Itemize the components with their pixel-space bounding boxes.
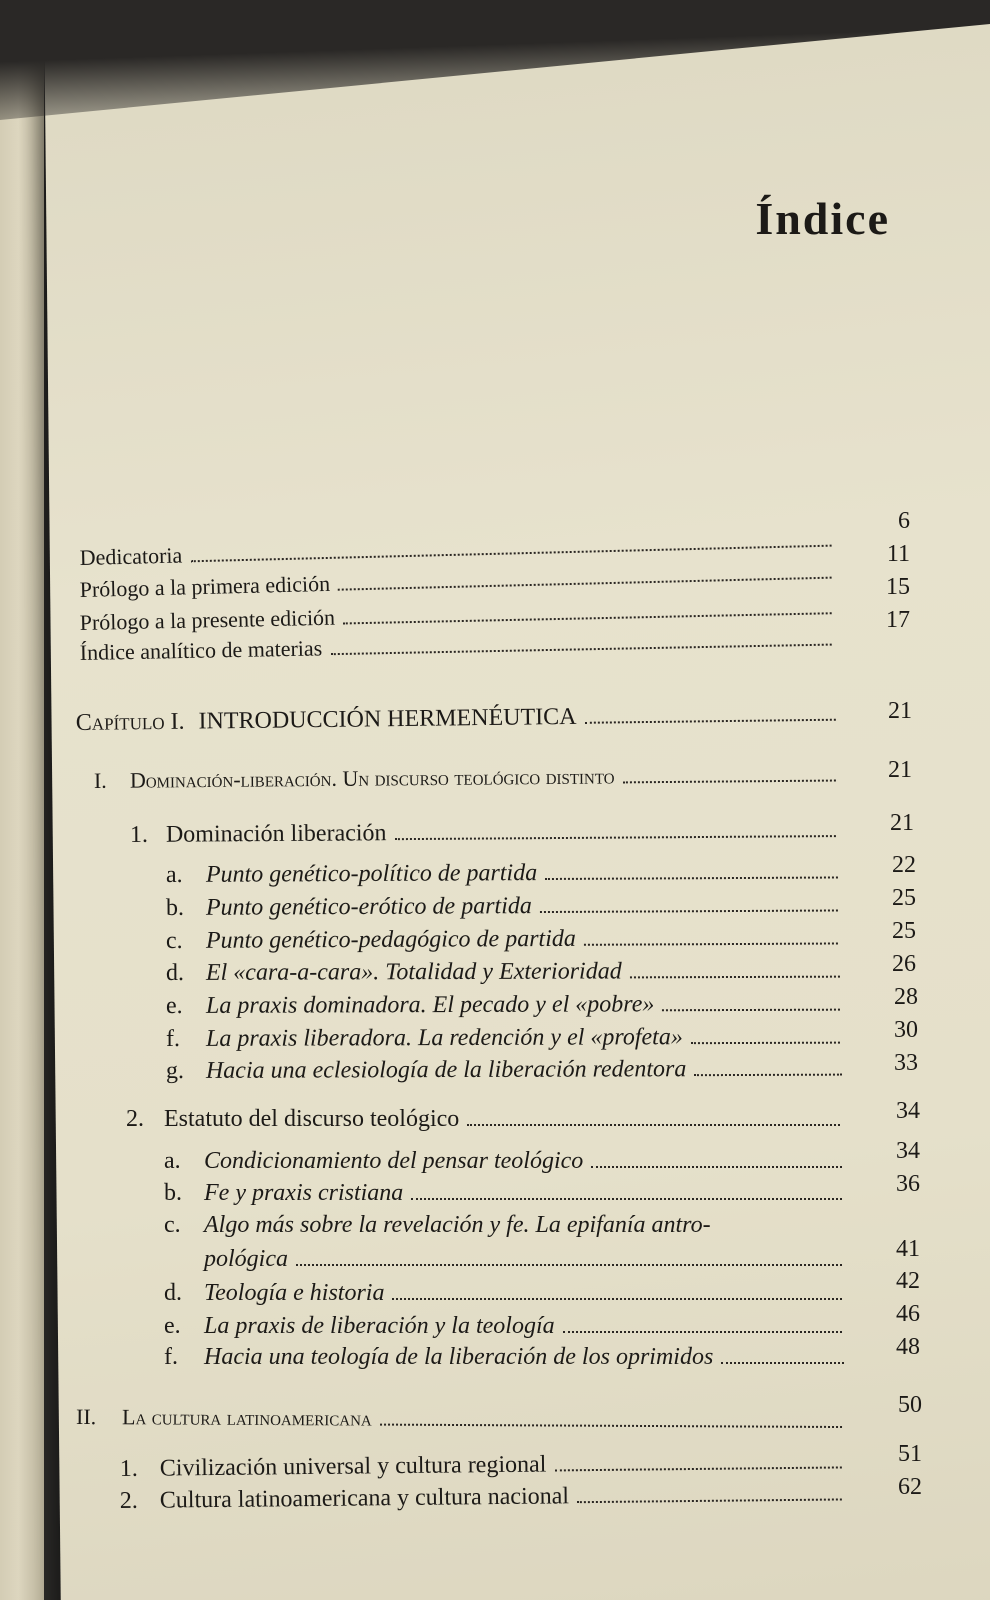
toc-item-continuation: pológica [204, 1246, 850, 1273]
toc-page-number: 11 [886, 541, 910, 567]
page-title: Índice [755, 193, 890, 244]
toc-item-entry: e. La praxis dominadora. El pecado y el «pobre» [166, 991, 848, 1020]
toc-page-number: 42 [896, 1268, 920, 1294]
toc-subsection-entry: 1. Dominación liberación [130, 817, 844, 849]
toc-page-number: 48 [896, 1334, 920, 1360]
toc-page-number: 25 [892, 885, 916, 911]
toc-entry-indice-analitico: Índice analítico de materias [80, 625, 840, 666]
toc-page-number: 22 [892, 852, 916, 878]
toc-page-number: 51 [898, 1441, 922, 1467]
toc-subsection-entry: 2. Estatuto del discurso teológico [126, 1106, 848, 1133]
toc-page-number: 26 [892, 951, 916, 977]
toc-entry-prologo-presente: Prólogo a la presente edición [79, 594, 839, 636]
toc-item-entry: f. La praxis liberadora. La redención y el «profeta» [166, 1024, 848, 1053]
toc-page-number: 21 [890, 810, 914, 836]
toc-item-entry: a. Condicionamiento del pensar teológico [164, 1148, 850, 1175]
toc-page-number: 21 [888, 757, 912, 783]
toc-item-entry: c. Punto genético-pedagógico de partida [166, 924, 846, 955]
toc-item-entry: g. Hacia una eclesiología de la liberación redentora [166, 1056, 850, 1085]
toc-item-entry: b. Punto genético-erótico de partida [166, 891, 846, 922]
toc-page-number: 41 [896, 1236, 920, 1262]
toc-page-number: 28 [894, 984, 918, 1010]
toc-page-number: 62 [898, 1474, 922, 1500]
toc-page-number: 30 [894, 1017, 918, 1043]
toc-entry-prologo-primera: Prólogo a la primera edición [79, 558, 839, 603]
toc-page-number: 46 [896, 1301, 920, 1327]
toc-page-number: 17 [886, 607, 910, 633]
toc-page-number: 21 [888, 698, 912, 724]
toc-item-entry: d. El «cara-a-cara». Totalidad y Exterioridad [166, 958, 848, 987]
toc-entry-dedicatoria: Dedicatoria [79, 526, 839, 571]
toc-page-number: 6 [898, 508, 910, 534]
toc-subsection-entry: 1. Civilización universal y cultura regional [120, 1448, 850, 1483]
toc-item-entry: e. La praxis de liberación y la teología [164, 1313, 850, 1340]
toc-page-number: 15 [886, 574, 910, 600]
toc-page-number: 36 [896, 1171, 920, 1197]
toc-page-number: 33 [894, 1050, 918, 1076]
toc-item-entry: b. Fe y praxis cristiana [164, 1180, 850, 1207]
toc-section-entry: I. Dominación-liberación. Un discurso teológico distinto [94, 761, 844, 794]
toc-page-number: 50 [898, 1392, 922, 1418]
toc-section-entry: II. La cultura latinoamericana [76, 1404, 850, 1434]
toc-item-entry: d. Teología e historia [164, 1280, 850, 1307]
toc-page-number: 25 [892, 918, 916, 944]
toc-subsection-entry: 2. Cultura latinoamericana y cultura nacional [120, 1480, 850, 1515]
toc-item-entry: c. Algo más sobre la revelación y fe. La epifanía antro- [164, 1212, 711, 1238]
toc-chapter-entry: Capítulo I. INTRODUCCIÓN HERMENÉUTICA [76, 701, 844, 737]
toc-page-number: 34 [896, 1138, 920, 1164]
toc-item-entry: f. Hacia una teología de la liberación de los oprimidos [164, 1344, 852, 1371]
toc-page-number: 34 [896, 1098, 920, 1124]
toc-item-entry: a. Punto genético-político de partida [166, 858, 846, 889]
